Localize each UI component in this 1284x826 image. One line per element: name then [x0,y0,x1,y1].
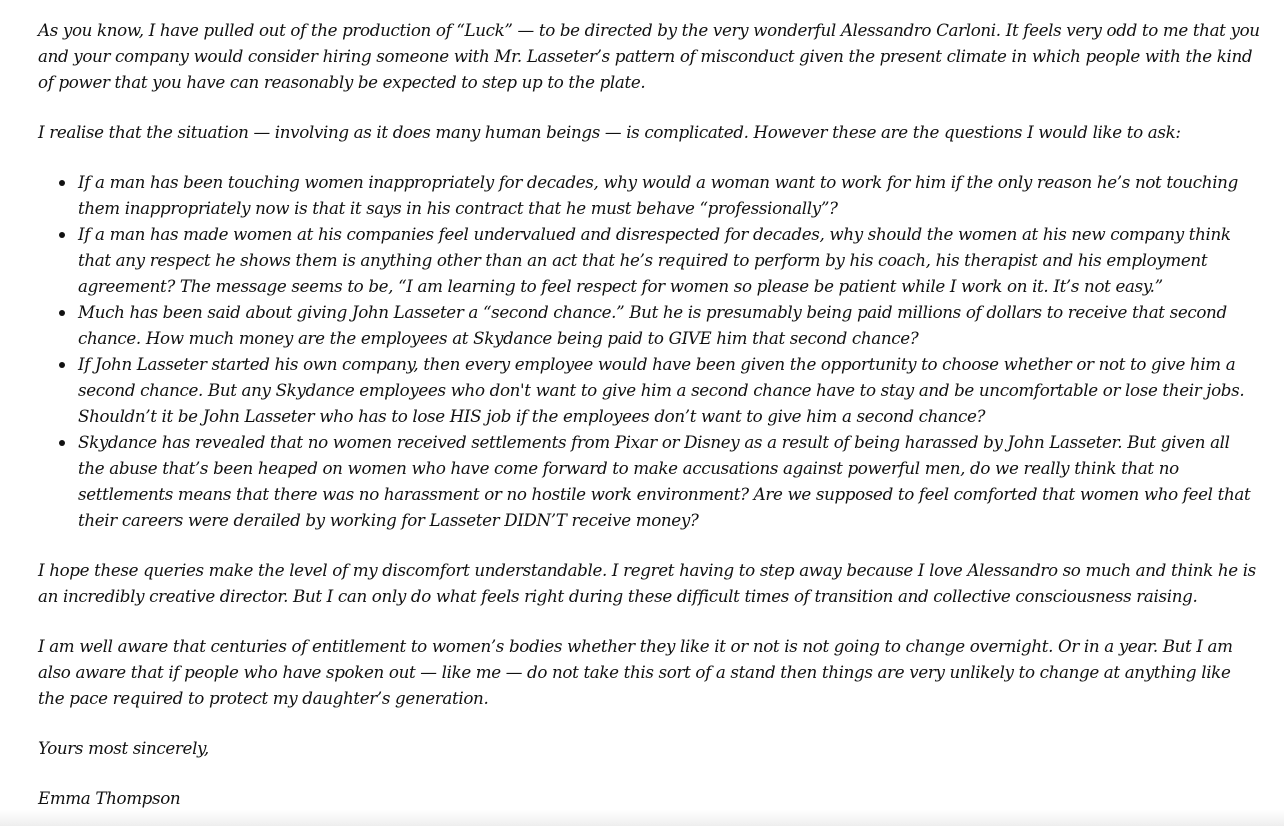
discomfort-paragraph: I hope these queries make the level of my discomfort understandable. I regret having to step away because I love Alessandro so much and think he is an incredibly creative director. But I can only do what feels right during these difficult times of transition and collective consciousness raising. [38,560,1256,606]
bullet-icon [59,232,65,238]
signature: Emma Thompson [38,788,181,808]
bottom-edge-shadow [0,810,1284,826]
question-text: If a man has made women at his companies feel undervalued and disrespected for decades, why should the women at his new company think that any respect he shows them is anything other than an act that he’s required to perform by his coach, his therapist and his employment agreement? The message seems to be, “I am learning to feel respect for women so please be patient while I work on it. It’s not easy.” [78,224,1231,296]
bullet-icon [59,362,65,368]
question-text: If a man has been touching women inappropriately for decades, why would a woman want to work for him if the only reason he’s not touching them inappropriately now is that it says in his contract that he must behave “professionally”? [78,172,1238,218]
closing-line: Yours most sincerely, [38,738,209,758]
list-item [78,169,1260,221]
bullet-icon [59,180,65,186]
opening-paragraph: As you know, I have pulled out of the production of “Luck” — to be directed by the very wonderful Alessandro Carloni. It feels very odd to me that you and your company would consider hiring someone with Mr. Lasseter’s pattern of misconduct given the present climate in which people with the kind of power that you have can reasonably be expected to step up to the plate. [38,20,1260,92]
letter-body [38,17,1260,811]
question-text: If John Lasseter started his own company, then every employee would have been given the opportunity to choose whether or not to give him a second chance. But any Skydance employees who don't want to give him a second chance have to stay and be uncomfortable or lose their jobs. Shouldn’t it be John Lasseter who has to lose HIS job if the employees don’t want to give him a second chance? [78,354,1245,426]
questions-intro-paragraph: I realise that the situation — involving as it does many human beings — is complicated. However these are the questions I would like to ask: [38,122,1181,142]
list-item [78,299,1260,351]
list-item [78,221,1260,299]
entitlement-paragraph: I am well aware that centuries of entitlement to women’s bodies whether they like it or not is not going to change overnight. Or in a year. But I am also aware that if people who have spoken out — like me — do not take this sort of a stand then things are very unlikely to change at anything like the pace required to protect my daughter’s generation. [38,636,1233,708]
bullet-icon [59,440,65,446]
question-text: Much has been said about giving John Lasseter a “second chance.” But he is presumably being paid millions of dollars to receive that second chance. How much money are the employees at Skydance being paid to GIVE him that second chance? [78,302,1227,348]
bullet-icon [59,310,65,316]
list-item [78,351,1260,429]
list-item [78,429,1260,533]
questions-list [38,169,1260,533]
question-text: Skydance has revealed that no women received settlements from Pixar or Disney as a result of being harassed by John Lasseter. But given all the abuse that’s been heaped on women who have come forward to make accusations against powerful men, do we really think that no settlements means that there was no harassment or no hostile work environment? Are we supposed to feel comforted that women who feel that their careers were derailed by working for Lasseter DIDN’T receive money? [78,432,1251,530]
